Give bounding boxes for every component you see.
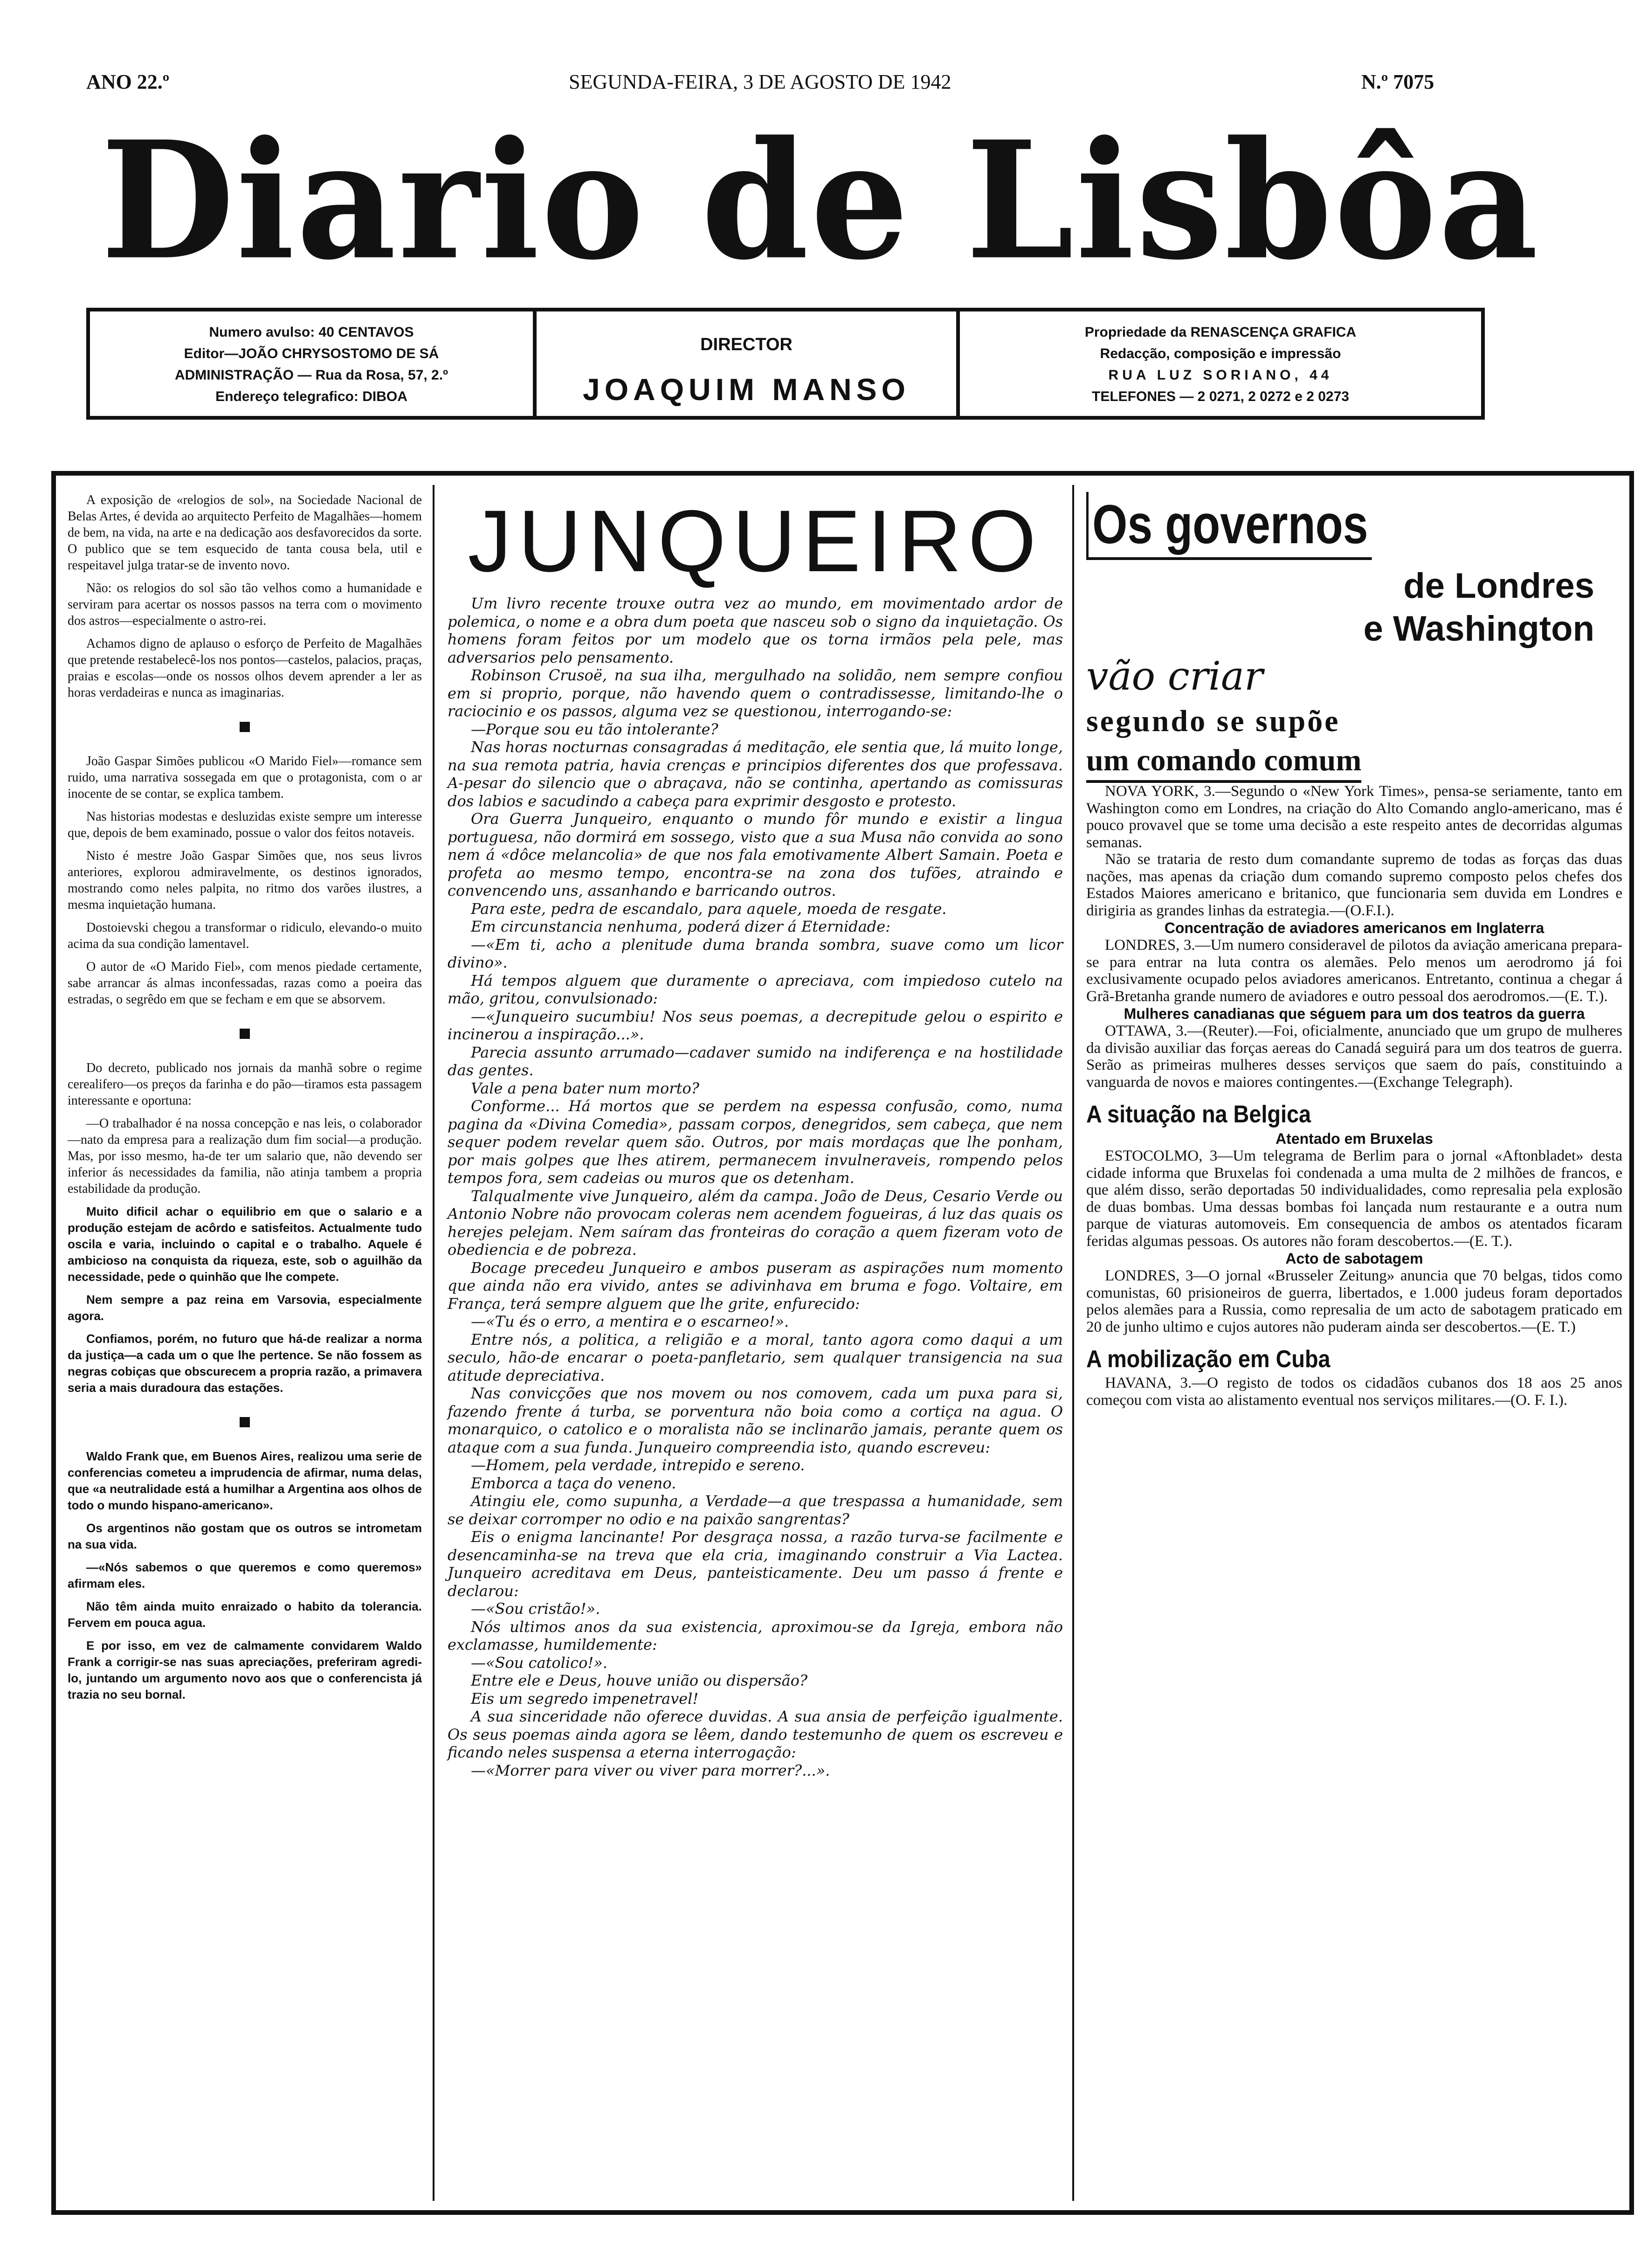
paragraph: Os argentinos não gostam que os outros se intrometam na sua vida. xyxy=(68,1521,422,1551)
paragraph: Eis o enigma lancinante! Por desgraça nossa, a razão turva-se facilmente e desencaminha-se na treva que ela cria, imaginando construir a Via Lactea. Junqueiro acreditava em Deus, panteisticamente. Deu um passo á frente e declarou: xyxy=(448,1528,1063,1600)
paragraph: —«Junqueiro sucumbiu! Nos seus poemas, a decrepitude gelou o espirito e incinerou a inspiração...». xyxy=(448,1007,1063,1043)
middle-column xyxy=(448,492,1063,1779)
section-bullet xyxy=(240,722,250,732)
address-line: RUA LUZ SORIANO, 44 xyxy=(1108,367,1333,383)
news-headline: Os governos xyxy=(1086,492,1372,560)
paragraph: Bocage precedeu Junqueiro e ambos puseram as aspirações num momento que ainda não era vivido, antes se adivinhava em bruma e fogo. Voltaire, em França, terá sempre alguem que lhe grite, enfurecido: xyxy=(448,1258,1063,1313)
section-heading: A mobilização em Cuba xyxy=(1086,1346,1331,1373)
price-line: Numero avulso: 40 CENTAVOS xyxy=(209,325,414,340)
paragraph: Nas historias modestas e desluzidas existe sempre um interesse que, depois de bem examinado, possue o valor dos feitos notaveis. xyxy=(68,809,422,840)
paragraph: Robinson Crusoë, na sua ilha, mergulhado na solidão, nem sempre confiou em si proprio, porque, não havendo quem o contradissesse, limitando-lhe o raciocinio e os passos, alguma vez se questionou, interrogando-se: xyxy=(448,666,1063,720)
paragraph: Nas horas nocturnas consagradas á meditação, ele sentia que, lá muito longe, na sua remota patria, havia crenças e principios diferentes dos que professava. A-pesar do silencio que o abraçava, não se continha, apertando as comissuras dos labios e sacudindo a cabeça para exprimir desgosto e protesto. xyxy=(448,738,1063,810)
editor-line: Editor—JOÃO CHRYSOSTOMO DE SÁ xyxy=(184,346,439,361)
news-headline-sub: de Londres xyxy=(1403,566,1594,606)
paragraph: Um livro recente trouxe outra vez ao mundo, em movimentado ardor de polemica, o nome e a obra dum poeta que nasceu sob o signo da inquietação. Os homens foram feitos por um modelo que os torna irmãos pela pele, mas adversarios pelo pensamento. xyxy=(448,595,1063,666)
paragraph: Parecia assunto arrumado—cadaver sumido na indiferença e na hostilidade das gentes. xyxy=(448,1043,1063,1079)
paragraph: A sua sinceridade não oferece duvidas. A sua ansia de perfeição igualmente. Os seus poemas ainda agora se lêem, dando testemunho de quem os escreveu e ficando neles suspensa a eterna interrogação: xyxy=(448,1708,1063,1761)
phones-line: TELEFONES — 2 0271, 2 0272 e 2 0273 xyxy=(1092,389,1349,404)
article-body xyxy=(448,595,1063,1779)
paragraph: A exposição de «relogios de sol», na Sociedade Nacional de Belas Artes, é devida ao arquitecto Perfeito de Magalhães—homem de bem, na vida, na arte e na dedicação aos desfavorecidos da sorte. O publico que se tem esquecido de tanta cousa bela, util e respeitavel julga tratar-se de invento novo. xyxy=(68,493,422,573)
info-box xyxy=(86,308,1485,420)
paragraph: Há tempos alguem que duramente o apreciava, com impiedoso cutelo na mão, gritou, convulsionado: xyxy=(448,971,1063,1007)
paragraph: Confiamos, porém, no futuro que há-de realizar a norma da justiça—a cada um o que lhe pertence. Se não fossem as negras cobiças que obscurecem a propria razão, a primavera seria a mais duradoura das estações. xyxy=(68,1332,422,1395)
paragraph: Eis um segredo impenetravel! xyxy=(471,1689,699,1708)
paragraph: —«Sou catolico!». xyxy=(471,1653,607,1672)
paragraph: —«Sou cristão!». xyxy=(471,1600,600,1618)
year-label: ANO 22.º xyxy=(86,70,170,93)
paragraph: —O trabalhador é na nossa concepção e nas leis, o colaborador—nato da empresa para a realização dum fim social—a produção. Mas, por isso mesmo, ha-de ter um salario que, não devendo ser inferior ás necessidades da familia, não atinja tambem a propria estabilidade da produção. xyxy=(68,1116,422,1196)
paragraph: LONDRES, 3—O jornal «Brusseler Zeitung» anuncia que 70 belgas, tidos como comunistas, 60 prisioneiros de guerra, libertados, e 1.000 judeus foram deportados pelos alemães para a Russia, como represalia de um acto de sabotagem praticado em 20 de junho ultimo e cujos autores não puderam ainda ser descobertos.—(E. T.) xyxy=(1086,1267,1622,1335)
right-column xyxy=(1086,492,1622,1409)
paragraph: ESTOCOLMO, 3—Um telegrama de Berlim para o jornal «Aftonbladet» desta cidade informa que Bruxelas foi condenada a uma multa de 2 milhões de francos, e que além disso, serão deportadas 50 individualidades, como represalia pela explosão de duas bombas. Uma dessas bombas foi lançada num restaurante e a outra num parque de viaturas automoveis. Em consequencia de ambos os atentados ficaram feridas algumas pessoas. Os autores não foram descobertos.—(E. T.). xyxy=(1086,1148,1622,1250)
info-director xyxy=(533,311,960,416)
paragraph: O autor de «O Marido Fiel», com menos piedade certamente, sabe arrancar ás almas inconfessadas, razas como a poeira das estradas, o segrêdo em que se fecham e em que se absorvem. xyxy=(68,960,422,1007)
news-headline-sub: e Washington xyxy=(1363,609,1594,649)
paragraph: Atingiu ele, como supunha, a Verdade—a que trespassa a humanidade, sem se deixar corromper no odio e na paixão sangrentas? xyxy=(448,1492,1063,1528)
section-bullet xyxy=(240,1417,250,1427)
paragraph: NOVA YORK, 3.—Segundo o «New York Times», pensa-se seriamente, tanto em Washington como em Londres, na criação do Alto Comando anglo-americano, mas é pouco provavel que se tome uma decisão a este respeito antes de decorridas algumas semanas. xyxy=(1086,783,1622,851)
news-story xyxy=(1086,1148,1622,1250)
news-story xyxy=(1086,1375,1622,1409)
administration-line: ADMINISTRAÇÃO — Rua da Rosa, 57, 2.º xyxy=(174,367,448,383)
paragraph: Waldo Frank que, em Buenos Aires, realizou uma serie de conferencias cometeu a imprudencia de afirmar, numa delas, que «a neutralidade está a humilhar a Argentina aos olhos de todo o mundo hispano-americano». xyxy=(68,1449,422,1512)
paragraph: —«Tu és o erro, a mentira e o escarneo!». xyxy=(471,1313,789,1330)
paragraph: Vale a pena bater num morto? xyxy=(471,1079,699,1097)
paragraph: Emborca a taça do veneno. xyxy=(471,1474,676,1492)
news-subheading: Acto de sabotagem xyxy=(1285,1250,1423,1267)
paragraph: —Homem, pela verdade, intrepido e sereno. xyxy=(471,1456,805,1474)
news-headline-italic: vão criar xyxy=(1086,653,1263,699)
owner-line: Propriedade da RENASCENÇA GRAFICA xyxy=(1084,325,1357,340)
paragraph: Nas convicções que nos movem ou nos comovem, cada um puxa para si, fazendo frente á turba, se porventura não boia como a cortiça na agua. O monarquico, o catolico e o moralista não se inclinarão jamais, perante quem os ataque com a sua funda. Junqueiro compreendia isto, quando escreveu: xyxy=(448,1384,1063,1456)
paragraph: LONDRES, 3.—Um numero consideravel de pilotos da aviação americana prepara-se para entrar na luta contra os alemães. Pelo menos um aerodromo já foi exclusivamente ocupado pelos aviadores americanos. Entretanto, continua a chegar á Grã-Bretanha grande numero de aviadores e outro pessoal dos aerodromos.—(E. T.). xyxy=(1086,937,1622,1005)
masthead-title: Diario de Lisbôa xyxy=(101,105,1540,296)
paragraph: João Gaspar Simões publicou «O Marido Fiel»—romance sem ruido, uma narrativa sossegada em que o protagonista, com o ar inocente de se contar, se explica tambem. xyxy=(68,754,422,801)
paragraph: HAVANA, 3.—O registo de todos os cidadãos cubanos dos 18 aos 25 anos começou com vista ao alistamento eventual nos serviços militares.—(O. F. I.). xyxy=(1086,1375,1622,1409)
paragraph: Em circunstancia nenhuma, poderá dizer á Eternidade: xyxy=(471,918,890,935)
paragraph: Conforme... Há mortos que se perdem na espessa confusão, como, numa pagina da «Divina Comedia», passam corpos, denegridos, sem cabeça, que nem sequer podem revelar quem são. Outros, por mais mordaças que lhe ponham, por mais golpes que lhes atirem, permanecem invulneraveis, rompendo pelos tempos fora, sem cadeias ou muros que os detenham. xyxy=(448,1097,1063,1187)
paragraph: —«Morrer para viver ou viver para morrer?...». xyxy=(471,1761,830,1779)
paragraph: Não: os relogios do sol são tão velhos como a humanidade e serviram para acertar os nossos passos na terra com o movimento dos astros—especialmente o astro-rei. xyxy=(68,581,422,628)
news-subheading: Mulheres canadianas que séguem para um dos teatros da guerra xyxy=(1124,1005,1585,1022)
paragraph: —«Nós sabemos o que queremos e como queremos» afirmam eles. xyxy=(68,1560,422,1590)
news-story xyxy=(1086,937,1622,1005)
issue-number: N.º 7075 xyxy=(1361,70,1434,93)
paragraph: Achamos digno de aplauso o esforço de Perfeito de Magalhães que pretende restabelecê-los nos pontos—castelos, palacios, praças, praias e escolas—onde os nossos olhos devem aprender a ler as horas verdadeiras e nunca as imaginarias. xyxy=(68,636,422,700)
news-story xyxy=(1086,1023,1622,1091)
paragraph: Não se trataria de resto dum comandante supremo de todas as forças das duas nações, mas apenas da criação dum comando supremo composto pelos chefes dos Estados Maiores americano e britanico, que funcionaria sem duvida em Londres e dirigiria as grandes linhas da estrategia.—(O.F.I.). xyxy=(1086,851,1622,919)
director-label: DIRECTOR xyxy=(700,335,793,354)
paragraph: Nós ultimos anos da sua existencia, aproximou-se da Igreja, embora não exclamasse, humildemente: xyxy=(448,1618,1063,1653)
paragraph: Entre ele e Deus, houve união ou dispersão? xyxy=(471,1672,808,1689)
paragraph: E por isso, em vez de calmamente convidarem Waldo Frank a corrigir-se nas suas apreciações, preferiram agredi-lo, juntando um argumento novo aos que o conferencista já trazia no seu bornal. xyxy=(68,1639,422,1701)
telegraph-line: Endereço telegrafico: DIBOA xyxy=(215,389,407,404)
news-headline-line: um comando comum xyxy=(1086,741,1361,783)
paragraph: OTTAWA, 3.—(Reuter).—Foi, oficialmente, anunciado que um grupo de mulheres da divisão auxiliar das forças aereas do Canadá seguirá para um dos teatros de guerra. Serão as primeiras mulheres desses serviços que saem do país, constituindo a vanguarda de novos e maiores contingentes.—(Exchange Telegraph). xyxy=(1086,1023,1622,1091)
news-story xyxy=(1086,1267,1622,1335)
paragraph: Muito dificil achar o equilibrio em que o salario e a produção estejam de acôrdo e satisfeitos. Actualmente tudo oscila e varia, incluindo o capital e o trabalho. Aquele é ambicioso na conquista da riqueza, este, sob o aguilhão da necessidade, pede o quinhão que lhe compete. xyxy=(68,1204,422,1284)
paragraph: —«Em ti, acho a plenitude duma branda sombra, suave como um licor divino». xyxy=(448,935,1063,971)
paragraph: Do decreto, publicado nos jornais da manhã sobre o regime cerealifero—os preços da farinha e do pão—tiramos esta passagem interessante e oportuna: xyxy=(68,1061,422,1108)
news-headline-line: segundo se supõe xyxy=(1086,704,1340,738)
paragraph: Nem sempre a paz reina em Varsovia, especialmente agora. xyxy=(68,1293,422,1323)
paragraph: Para este, pedra de escandalo, para aquele, moeda de resgate. xyxy=(471,899,947,918)
paragraph: Dostoievski chegou a transformar o ridiculo, elevando-o muito acima da sua condição lamentavel. xyxy=(68,920,422,951)
paragraph: Nisto é mestre João Gaspar Simões que, nos seus livros anteriores, explorou admiravelmente, os destinos ignorados, mostrando como neles palpita, no ritmo dos varões ilustres, a mesma inquietação humana. xyxy=(68,849,422,912)
column-divider xyxy=(433,485,434,2201)
info-right xyxy=(956,311,1485,416)
column-divider xyxy=(1072,485,1074,2201)
info-left xyxy=(90,311,533,416)
news-story xyxy=(1086,783,1622,919)
news-subheading: Concentração de aviadores americanos em Inglaterra xyxy=(1164,920,1544,936)
date-line: SEGUNDA-FEIRA, 3 DE AGOSTO DE 1942 xyxy=(569,70,952,93)
composition-line: Redacção, composição e impressão xyxy=(1100,346,1341,361)
paragraph: —Porque sou eu tão intolerante? xyxy=(471,720,718,738)
section-heading: A situação na Belgica xyxy=(1086,1101,1311,1128)
article-headline: JUNQUEIRO xyxy=(468,492,1043,590)
news-subheading: Atentado em Bruxelas xyxy=(1276,1130,1433,1147)
director-name: JOAQUIM MANSO xyxy=(582,372,910,407)
paragraph: Talqualmente vive Junqueiro, além da campa. João de Deus, Cesario Verde ou Antonio Nobre não provocam coleras nem acendem fogueiras, á luz das quais os herejes pelejam. Nem saíram das fronteiras do coração a quem fizeram voto de obediencia e de pobreza. xyxy=(448,1187,1063,1258)
paragraph: Entre nós, a politica, a religião e a moral, tanto agora como daqui a um seculo, hão-de encarar o poeta-panfletario, sem qualquer transigencia na sua atitude depreciativa. xyxy=(448,1330,1063,1384)
section-bullet xyxy=(240,1029,250,1039)
paragraph: Não têm ainda muito enraizado o habito da tolerancia. Fervem em pouca agua. xyxy=(68,1599,422,1630)
paragraph: Ora Guerra Junqueiro, enquanto o mundo fôr mundo e existir a lingua portuguesa, não dormirá em sossego, visto que a sua Musa não convida ao sono nem á «dôce melancolia» de que nos fala emotivamente Albert Samain. Poeta e profeta ao mesmo tempo, encontra-se na zona dos tufões, atraindo e convencendo uns, assanhando e barricando outros. xyxy=(448,810,1063,899)
left-column xyxy=(68,492,422,1709)
